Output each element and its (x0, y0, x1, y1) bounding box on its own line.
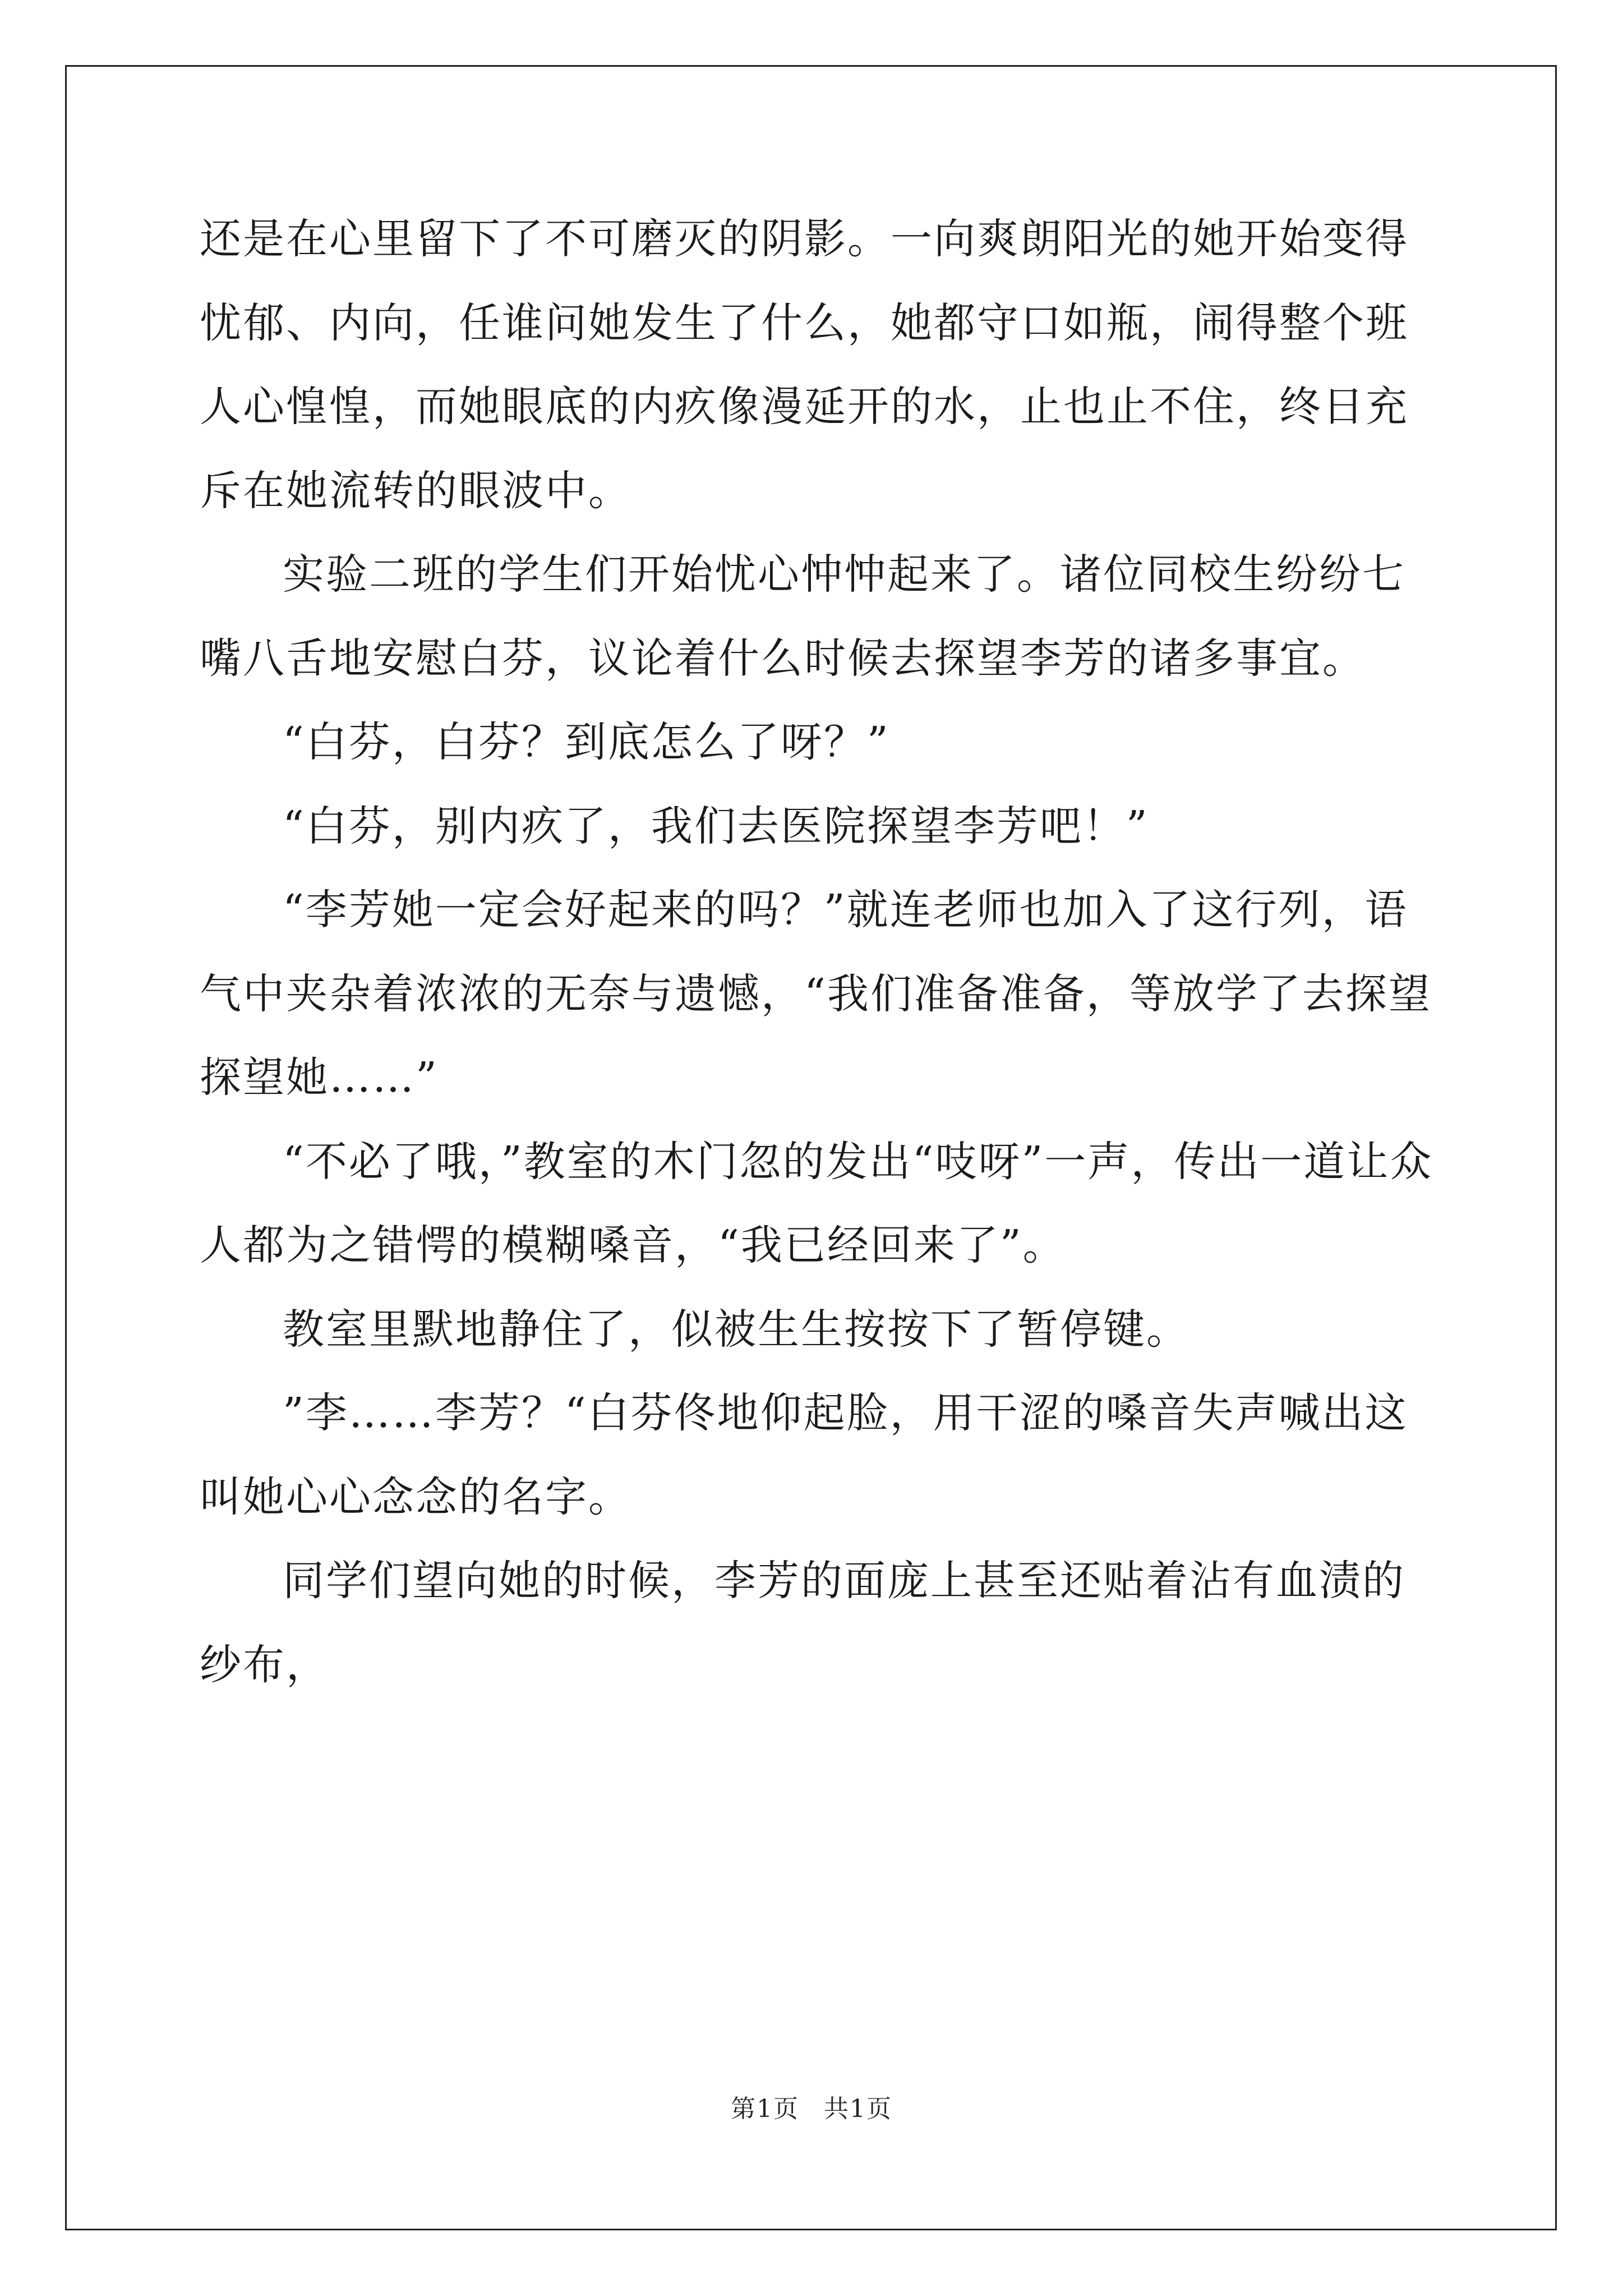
paragraph-8: ”李……李芳？“白芬佟地仰起脸，用干涩的嗓音失声喊出这叫她心心念念的名字。 (200, 1389, 1408, 1521)
page-footer (0, 2092, 1623, 2126)
paragraph-3: “白芬，白芬？到底怎么了呀？” (283, 718, 890, 766)
page-number: 第1页 (731, 2095, 799, 2123)
paragraph-2: 实验二班的学生们开始忧心忡忡起来了。诸位同校生纷纷七嘴八舌地安慰白芬，议论着什么时候去探望李芳的诸多事宜。 (200, 550, 1405, 683)
paragraph-7: 教室里默地静住了，似被生生按按下了暂停键。 (283, 1305, 1189, 1354)
paragraph-9: 同学们望向她的时候，李芳的面庞上甚至还贴着沾有血渍的纱布， (200, 1557, 1405, 1689)
paragraph-5: “李芳她一定会好起来的吗？”就连老师也加入了这行列，语气中夹杂着浓浓的无奈与遗憾，“我们准备准备，等放学了去探望探望她……” (200, 886, 1432, 1102)
document-body (200, 197, 1433, 1707)
paragraph-1: 还是在心里留下了不可磨灭的阴影。一向爽朗阳光的她开始变得忧郁、内向，任谁问她发生了什么，她都守口如瓶，闹得整个班人心惶惶，而她眼底的内疚像漫延开的水，止也止不住，终日充斥在她流转的眼波中。 (200, 215, 1409, 515)
paragraph-6: “不必了哦，”教室的木门忽的发出“吱呀”一声，传出一道让众人都为之错愕的模糊嗓音，“我已经回来了”。 (200, 1137, 1433, 1269)
paragraph-4: “白芬，别内疚了，我们去医院探望李芳吧！” (283, 802, 1149, 850)
page-total: 共1页 (824, 2095, 892, 2123)
